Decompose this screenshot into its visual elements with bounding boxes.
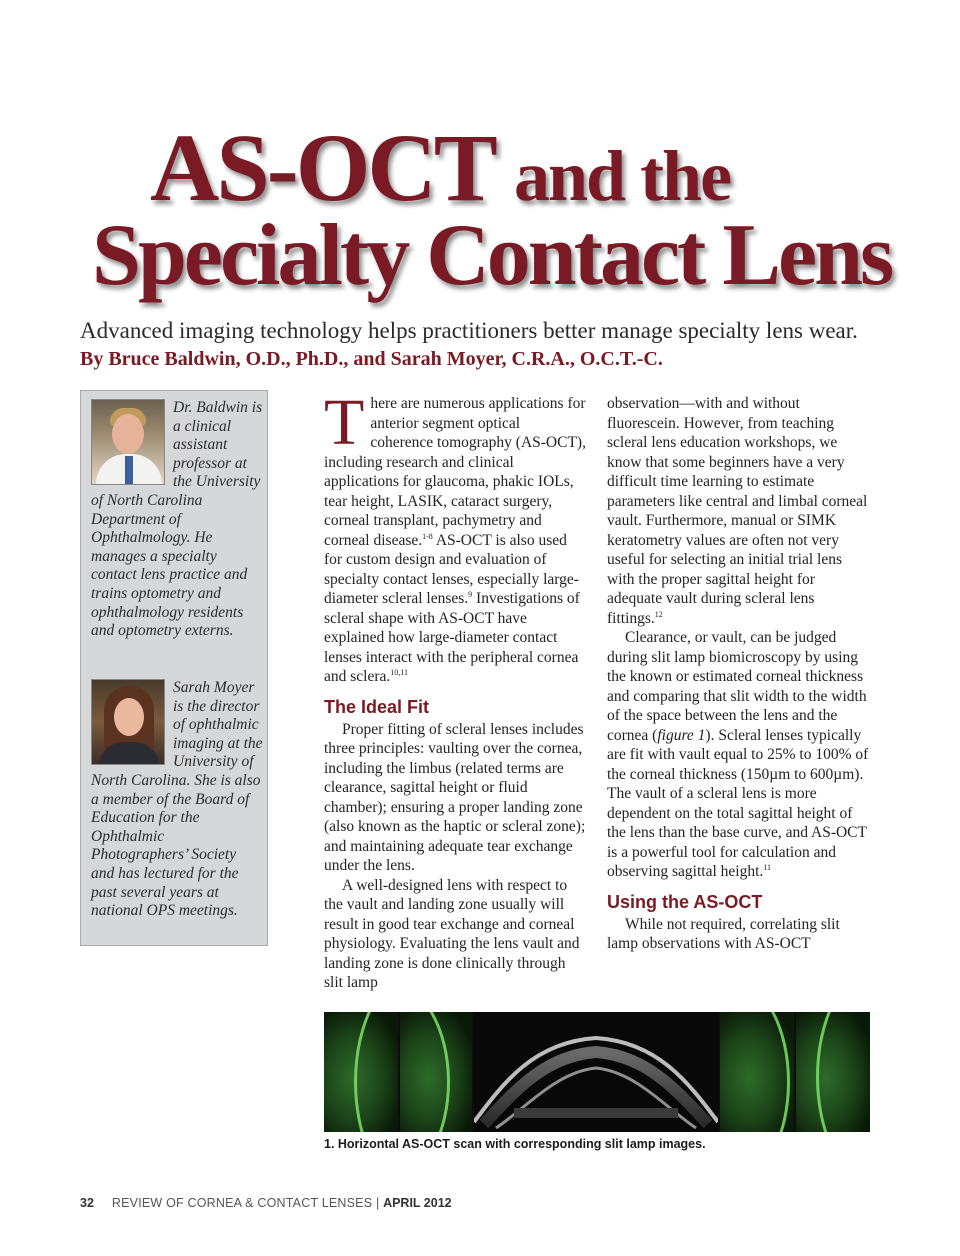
paragraph-clearance: Clearance, or vault, can be judged during slit lamp biomicroscopy by using the known or estimated corneal thickness and comparing that slit width to the width of the space between the lens and the cornea (figure 1). Scleral lenses typically are fit with vault equal to 25% to 100% of the corneal thickness (150µm to 600µm). The vault of a scleral lens is more dependent on the total sagittal height of the lens than the base curve, and AS-OCT is a powerful tool for calculation and observing sagittal height.$^{11}$: [607, 629, 869, 880]
author-photo-moyer: [91, 679, 165, 765]
subhead-ideal-fit: The Ideal Fit: [324, 696, 430, 717]
title-part-andthe: and the: [513, 136, 731, 216]
reference-marker: 1-8: [422, 531, 433, 541]
slit-lamp-image-right-2: [796, 1012, 870, 1132]
slit-lamp-image-left-1: [324, 1012, 398, 1132]
article-deck: Advanced imaging technology helps practitioners better manage specialty lens wear.: [80, 318, 858, 343]
figure-oct-slit-lamp: [324, 1012, 870, 1132]
footer-separator: |: [372, 1196, 384, 1210]
as-oct-scan-image: [474, 1012, 718, 1132]
figure-reference: figure 1: [657, 726, 706, 744]
article-title-line2: Specialty Contact Lens: [92, 207, 892, 304]
reference-marker: 9: [468, 589, 473, 599]
reference-marker: 12: [654, 609, 663, 619]
bio-text-baldwin: Dr. Baldwin is a clinical assistant professor at the University of North Carolina Department of Ophthalmology. He manages a specialty contact lens practice and trains optometry and ophthalmology residents and optometry externs.: [91, 399, 263, 640]
paragraph-vault-landing: A well-designed lens with respect to the vault and landing zone usually will result in good tear exchange and corneal physiology. Evaluating the lens vault and landing zone is done clinically through slit lamp: [324, 876, 580, 991]
paragraph-observation: observation—with and without fluorescein. However, from teaching scleral lens education workshops, we know that some beginners have a very difficult time learning to estimate parameters like central and limbal corneal vault. Furthermore, manual or SIMK keratometry values are often not very useful for selecting an initial trial lens with the proper sagittal height for adequate vault during scleral lens fittings.$^{12}$: [607, 395, 868, 627]
slit-lamp-image-right-1: [720, 1012, 794, 1132]
article-byline: By Bruce Baldwin, O.D., Ph.D., and Sarah Moyer, C.R.A., O.C.T.-C.: [80, 348, 663, 370]
author-bio-sidebar: [80, 390, 268, 946]
page-footer: [80, 1196, 452, 1210]
author-bio-moyer: [91, 679, 263, 921]
paragraph-correlating: While not required, correlating slit lamp observations with AS-OCT: [607, 915, 840, 952]
paragraph-fitting-principles: Proper fitting of scleral lenses includes three principles: vaulting over the cornea, including the limbus (related terms are clearance, sagittal height or fluid chamber); ensuring a proper landing zone (also known as the haptic or scleral zone); and maintaining adequate tear exchange under the lens.: [324, 720, 586, 874]
magazine-name: REVIEW OF CORNEA & CONTACT LENSES: [111, 1196, 373, 1210]
title-part-asoct: AS-OCT: [150, 114, 493, 221]
paragraph-intro: There are numerous applications for anterior segment optical coherence tomography (AS-OCT), including research and clinical applications for glaucoma, phakic IOLs, tear height, LASIK, cataract surgery, corneal transplant, pachymetry and corneal disease.$^{1-8}$ AS-OCT is also used for custom design and evaluation of specialty contact lenses, especially large-diameter scleral lenses.$^9$ Investigations of scleral shape with AS-OCT have explained how large-diameter contact lenses interact with the peripheral cornea and sclera.$^{10,11}$: [324, 386, 586, 685]
reference-marker: 11: [763, 862, 771, 872]
issue-date: APRIL 2012: [383, 1196, 452, 1210]
author-bio-baldwin: [91, 399, 263, 641]
oct-scan-graphic: [474, 1012, 718, 1132]
bio-text-moyer: Sarah Moyer is the director of ophthalmic imaging at the University of North Carolina. She is also a member of the Board of Education for the Ophthalmic Photographers’ Society and has lectured for the past several years at national OPS meetings.: [91, 679, 263, 920]
page-number: 32: [80, 1196, 94, 1210]
article-title-line1: [150, 114, 731, 221]
drop-cap: T: [324, 386, 365, 459]
subhead-using-asoct: Using the AS-OCT: [607, 891, 763, 912]
figure-caption: 1. Horizontal AS-OCT scan with corresponding slit lamp images.: [324, 1137, 706, 1151]
author-photo-baldwin: [91, 399, 165, 485]
reference-marker: 10,11: [390, 667, 408, 677]
article-column-2: [607, 394, 871, 954]
article-column-1: [324, 386, 586, 993]
slit-lamp-image-left-2: [400, 1012, 472, 1132]
